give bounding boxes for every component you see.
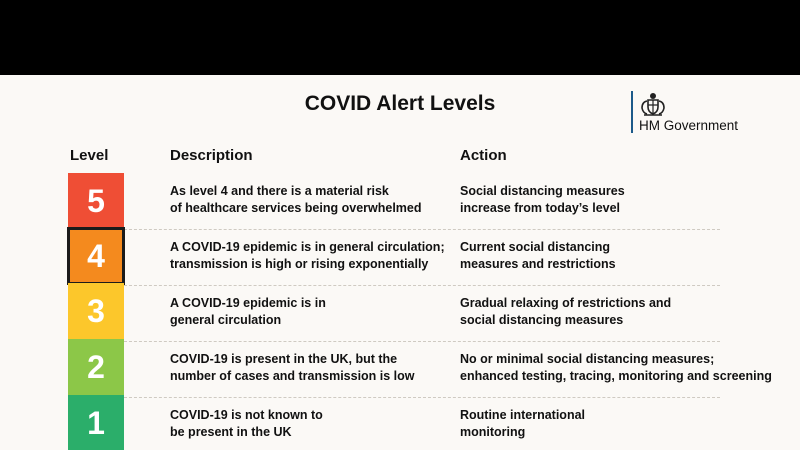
column-header-description: Description <box>170 147 253 164</box>
row-separator <box>124 397 720 398</box>
level-2-action <box>460 351 780 385</box>
level-4-description <box>170 239 455 273</box>
description-line: A COVID-19 epidemic is in <box>170 296 326 310</box>
action-line: Current social distancing <box>460 240 611 254</box>
level-3-description <box>170 295 455 329</box>
hm-government-logo <box>631 91 761 135</box>
description-line: COVID-19 is present in the UK, but the <box>170 352 398 366</box>
action-line: measures and restrictions <box>460 257 616 271</box>
action-line: Gradual relaxing of restrictions and <box>460 296 672 310</box>
description-line: COVID-19 is not known to <box>170 408 323 422</box>
level-5-action <box>460 183 780 217</box>
logo-text: HM Government <box>639 118 739 133</box>
column-header-action: Action <box>460 147 507 164</box>
royal-coat-of-arms-icon <box>640 92 666 116</box>
action-line: Social distancing measures <box>460 184 625 198</box>
level-badge-4: 4 <box>67 227 125 285</box>
level-1-description <box>170 407 455 441</box>
level-badge-3: 3 <box>68 283 124 339</box>
level-badge-2: 2 <box>68 339 124 395</box>
logo-divider <box>631 91 633 133</box>
description-line: be present in the UK <box>170 425 292 439</box>
row-separator <box>124 341 720 342</box>
action-line: enhanced testing, tracing, monitoring and screening <box>460 369 772 383</box>
description-line: transmission is high or rising exponentially <box>170 257 429 271</box>
action-line: monitoring <box>460 425 526 439</box>
action-line: social distancing measures <box>460 313 624 327</box>
action-line: No or minimal social distancing measures; <box>460 352 715 366</box>
description-line: of healthcare services being overwhelmed <box>170 201 422 215</box>
row-separator <box>124 229 720 230</box>
level-badge-5: 5 <box>68 173 124 229</box>
description-line: A COVID-19 epidemic is in general circulation; <box>170 240 445 254</box>
slide <box>0 75 800 450</box>
level-5-description <box>170 183 455 217</box>
level-badge-1: 1 <box>68 395 124 450</box>
slide-title: COVID Alert Levels <box>304 92 496 115</box>
level-3-action <box>460 295 780 329</box>
level-1-action <box>460 407 780 441</box>
row-separator <box>124 285 720 286</box>
level-2-description <box>170 351 455 385</box>
description-line: As level 4 and there is a material risk <box>170 184 389 198</box>
description-line: number of cases and transmission is low <box>170 369 415 383</box>
level-4-action <box>460 239 780 273</box>
description-line: general circulation <box>170 313 282 327</box>
column-header-level: Level <box>70 147 109 164</box>
action-line: increase from today’s level <box>460 201 621 215</box>
action-line: Routine international <box>460 408 585 422</box>
